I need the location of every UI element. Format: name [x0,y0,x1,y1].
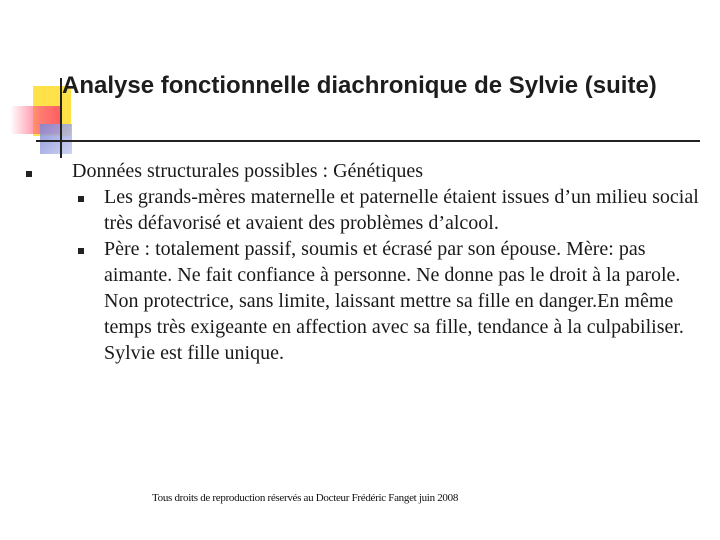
sub-bullet-text: Père : totalement passif, soumis et écrasé par son épouse. Mère: pas aimante. Ne fait confiance à personne. Ne donne pas le droit à la parole. Non protectrice, sans limite, laissant mettre sa fille en danger.En même temps très exigeante en affection avec sa fille, tendance à la culpabiliser. Sylvie est fille unique. [104,238,684,364]
slide-body [22,158,714,366]
square-bullet-icon [78,196,84,202]
title-underline [36,140,700,142]
sub-bullet-list [72,184,714,366]
sub-bullet-text: Les grands-mères maternelle et paternelle étaient issues d’un milieu social très défavorisé et avaient des problèmes d’alcool. [104,186,699,234]
decor-blue-square [40,124,72,154]
square-bullet-icon [26,171,32,177]
square-bullet-icon [78,248,84,254]
main-bullet-item [22,158,714,366]
copyright-footer: Tous droits de reproduction réservés au Docteur Frédéric Fanget juin 2008 [152,492,459,504]
slide-title: Analyse fonctionnelle diachronique de Sylvie (suite) [62,72,657,99]
main-bullet-text: Données structurales possibles : Génétiques [72,160,424,182]
sub-bullet-item [72,184,714,236]
sub-bullet-item [72,236,714,366]
